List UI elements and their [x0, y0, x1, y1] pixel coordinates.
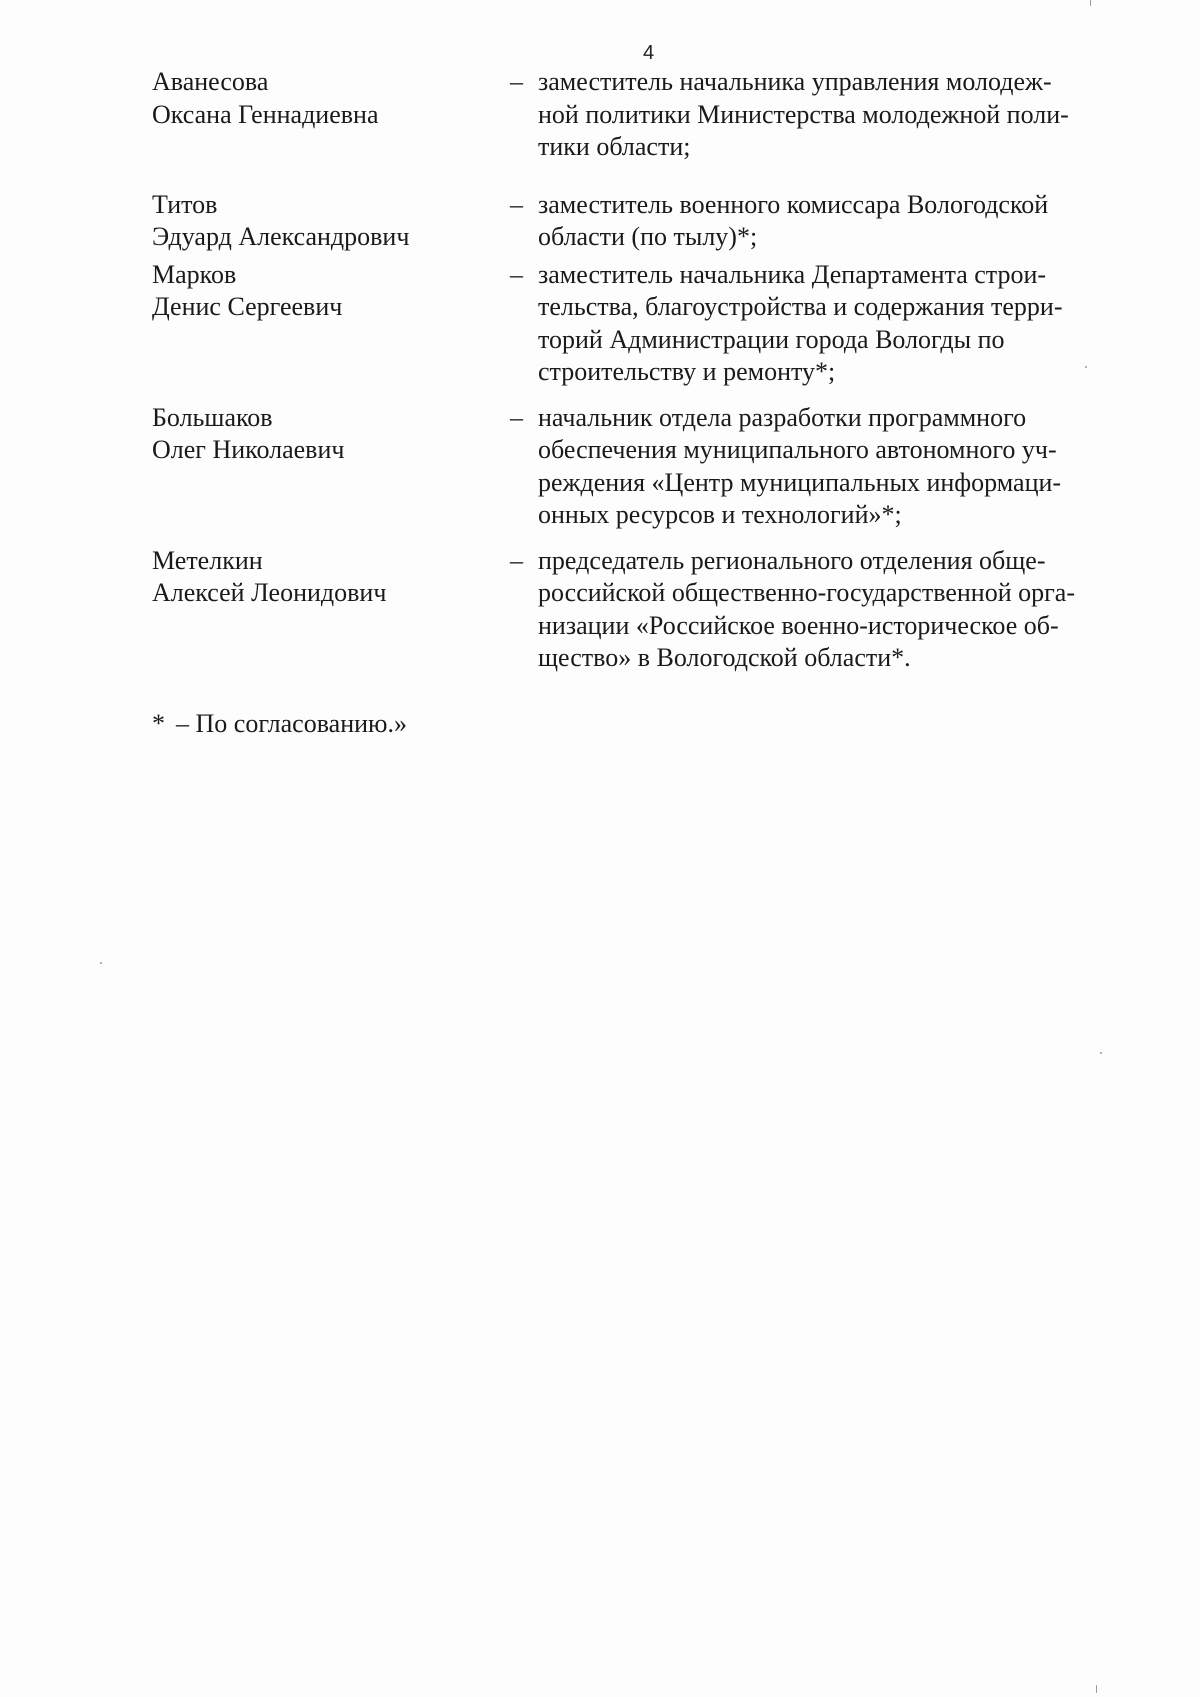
member-role-line: тики области;: [538, 132, 691, 161]
member-row: [152, 189, 1142, 254]
member-given-names: Эдуард Александрович: [152, 222, 410, 251]
member-given-names: Алексей Леонидович: [152, 578, 387, 607]
members-list: [152, 66, 1142, 675]
member-row: [152, 259, 1142, 389]
scan-speck: [1085, 366, 1087, 368]
member-name: [152, 545, 510, 610]
scan-speck: [1090, 0, 1091, 6]
member-dash: –: [510, 545, 523, 575]
member-role-line: торий Администрации города Вологды по: [538, 324, 1005, 354]
member-role-line: председатель регионального отделения обще-: [538, 545, 1046, 575]
scan-speck: [1096, 1685, 1097, 1693]
member-surname: Марков: [152, 259, 237, 289]
member-row: [152, 402, 1142, 532]
member-role-line: тельства, благоустройства и содержания терри-: [538, 292, 1063, 321]
member-name: [152, 189, 510, 254]
member-surname: Аванесова: [152, 67, 269, 96]
member-dash: –: [510, 259, 523, 289]
member-dash: –: [510, 189, 523, 219]
member-surname: Большаков: [152, 402, 273, 432]
member-dash: –: [510, 402, 523, 432]
member-name: [152, 259, 510, 324]
member-row: [152, 545, 1142, 675]
member-role-line: строительству и ремонту*;: [538, 357, 836, 386]
page-number: 4: [642, 42, 655, 64]
member-role: [538, 189, 1142, 254]
member-role-line: обеспечения муниципального автономного уч-: [538, 435, 1057, 464]
member-dash: –: [510, 67, 523, 96]
member-role-line: российской общественно-государственной орга-: [538, 578, 1075, 607]
member-role-line: области (по тылу)*;: [538, 222, 758, 251]
member-given-names: Денис Сергеевич: [152, 292, 343, 321]
member-name: [152, 402, 510, 467]
member-role-line: онных ресурсов и технологий»*;: [538, 500, 902, 529]
footnote-marker: *: [152, 709, 165, 738]
member-role: [538, 66, 1142, 164]
member-name: [152, 66, 510, 131]
footnote-text: – По согласованию.»: [176, 709, 407, 738]
member-role-line: заместитель начальника Департамента строи-: [538, 259, 1047, 289]
member-role-line: заместитель начальника управления молодеж-: [538, 67, 1052, 96]
member-role-line: низации «Российское военно-историческое об-: [538, 610, 1059, 640]
member-role: [538, 545, 1142, 675]
member-role-line: ной политики Министерства молодежной поли-: [538, 99, 1069, 129]
member-given-names: Оксана Геннадиевна: [152, 99, 379, 129]
member-role-line: начальник отдела разработки программного: [538, 402, 1027, 432]
scan-speck: [1100, 1052, 1102, 1054]
member-role-line: щество» в Вологодской области*.: [538, 643, 911, 672]
member-role: [538, 259, 1142, 389]
member-given-names: Олег Николаевич: [152, 435, 345, 464]
member-role-line: реждения «Центр муниципальных информаци-: [538, 467, 1062, 497]
member-surname: Титов: [152, 189, 218, 219]
member-surname: Метелкин: [152, 545, 263, 575]
scan-speck: [100, 962, 102, 964]
member-row: [152, 66, 1142, 164]
footnote: [152, 708, 407, 740]
member-role: [538, 402, 1142, 532]
member-role-line: заместитель военного комиссара Вологодской: [538, 189, 1049, 219]
